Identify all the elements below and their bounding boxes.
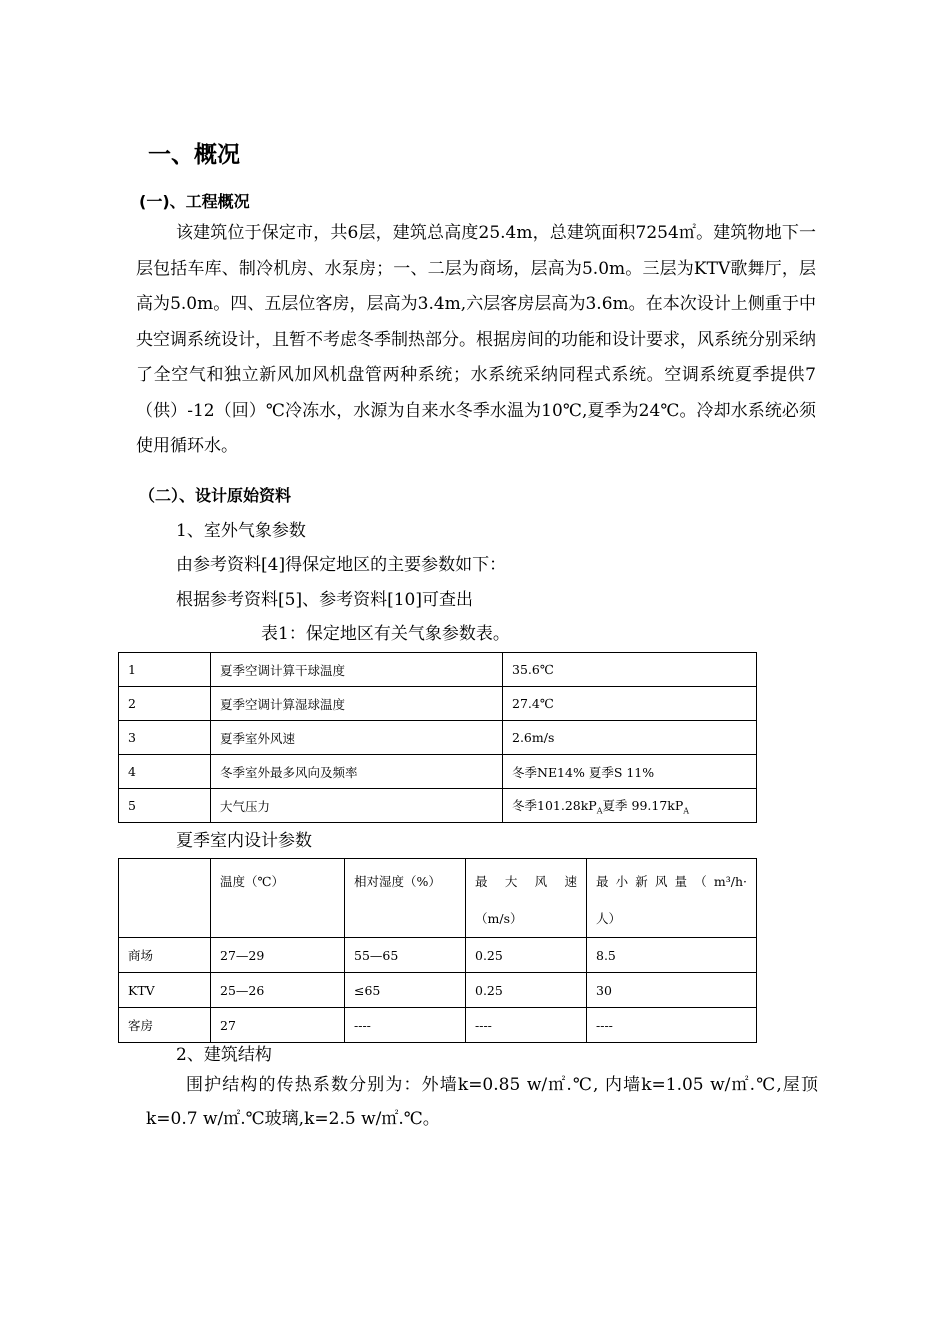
project-overview-paragraph: 该建筑位于保定市，共6层，建筑总高度25.4m，总建筑面积7254㎡。建筑物地下一层包括车库、制冷机房、水泵房；一、二层为商场，层高为5.0m。三层为KTV歌舞厅，层高为5.0m。四、五层位客房，层高为3.4m,六层客房层高为3.6m。在本次设计上侧重于中央空调系统设计，且暂不考虑冬季制热部分。根据房间的功能和设计要求，风系统分别采纳了全空气和独立新风加风机盘管两种系统；水系统采纳同程式系统。空调系统夏季提供7（供）-12（回）℃冷冻水，水源为自来水冬季水温为10℃,夏季为24℃。冷却水系统必须使用循环水。: [136, 223, 816, 456]
subheading-building-structure: 2、建筑结构: [176, 1045, 272, 1065]
pressure-summer: 夏季 99.17kP: [602, 797, 684, 813]
heat-transfer-paragraph: 围护结构的传热系数分别为：外墙k=0.85 w/㎡.℃, 内墙k=1.05 w/㎡.℃,屋顶k=0.7 w/㎡.℃玻璃,k=2.5 w/㎡.℃。: [146, 1075, 818, 1129]
header-max-wind-speed-line2: （m/s）: [475, 911, 523, 926]
header-min-fresh-air-line1: 最小新风量（m³/h·: [596, 874, 747, 889]
param-name: 夏季室外风速: [211, 721, 503, 755]
section-title-project-overview: (一)、工程概况: [139, 192, 250, 211]
row-number: 5: [119, 789, 211, 823]
room-type: 客房: [119, 1008, 211, 1043]
param-name: 夏季空调计算湿球温度: [211, 687, 503, 721]
fresh-air-cell: ----: [587, 1008, 757, 1043]
table-row: [119, 938, 757, 973]
fresh-air-cell: 30: [587, 973, 757, 1008]
param-value: [503, 789, 757, 823]
row-number: 2: [119, 687, 211, 721]
header-max-wind-speed-line1: 最 大 风 速: [475, 874, 577, 889]
header-min-fresh-air: [587, 859, 757, 938]
table-row: [119, 721, 757, 755]
wind-speed-cell: ----: [466, 1008, 587, 1043]
param-value: 35.6℃: [503, 653, 757, 687]
fresh-air-cell: 8.5: [587, 938, 757, 973]
param-value: 2.6m/s: [503, 721, 757, 755]
table-row: [119, 687, 757, 721]
wind-speed-cell: 0.25: [466, 973, 587, 1008]
table-row: [119, 789, 757, 823]
weather-params-table: [118, 652, 757, 823]
table-row: [119, 653, 757, 687]
param-name: 大气压力: [211, 789, 503, 823]
temperature-cell: 25—26: [211, 973, 345, 1008]
humidity-cell: ≤65: [345, 973, 466, 1008]
param-name: 夏季空调计算干球温度: [211, 653, 503, 687]
param-value: 冬季NE14% 夏季S 11%: [503, 755, 757, 789]
param-name: 冬季室外最多风向及频率: [211, 755, 503, 789]
pressure-winter-sub: A: [596, 806, 603, 816]
table-row: [119, 755, 757, 789]
page-heading: 一、概况: [148, 142, 240, 168]
header-humidity: 相对湿度（%）: [345, 859, 466, 938]
reference-line-1: 由参考资料[4]得保定地区的主要参数如下：: [176, 555, 507, 575]
row-number: 3: [119, 721, 211, 755]
subheading-outdoor-params: 1、室外气象参数: [176, 521, 306, 541]
row-number: 1: [119, 653, 211, 687]
param-value: 27.4℃: [503, 687, 757, 721]
header-temperature: 温度（℃）: [211, 859, 345, 938]
table-header-row: [119, 859, 757, 938]
temperature-cell: 27: [211, 1008, 345, 1043]
reference-line-2: 根据参考资料[5]、参考资料[10]可查出: [176, 590, 473, 610]
temperature-cell: 27—29: [211, 938, 345, 973]
table2-caption: 夏季室内设计参数: [176, 831, 312, 851]
pressure-summer-sub: A: [683, 806, 690, 816]
wind-speed-cell: 0.25: [466, 938, 587, 973]
table-row: [119, 1008, 757, 1043]
header-min-fresh-air-line2: 人）: [596, 911, 622, 926]
row-number: 4: [119, 755, 211, 789]
room-type: 商场: [119, 938, 211, 973]
header-max-wind-speed: [466, 859, 587, 938]
humidity-cell: 55—65: [345, 938, 466, 973]
indoor-design-params-table: [118, 858, 757, 1043]
humidity-cell: ----: [345, 1008, 466, 1043]
pressure-winter: 冬季101.28kP: [512, 797, 597, 813]
section-title-design-data: （二）、设计原始资料: [139, 486, 292, 505]
header-empty: [119, 859, 211, 938]
table-row: [119, 973, 757, 1008]
table1-caption: 表1：保定地区有关气象参数表。: [261, 624, 510, 644]
room-type: KTV: [119, 973, 211, 1008]
